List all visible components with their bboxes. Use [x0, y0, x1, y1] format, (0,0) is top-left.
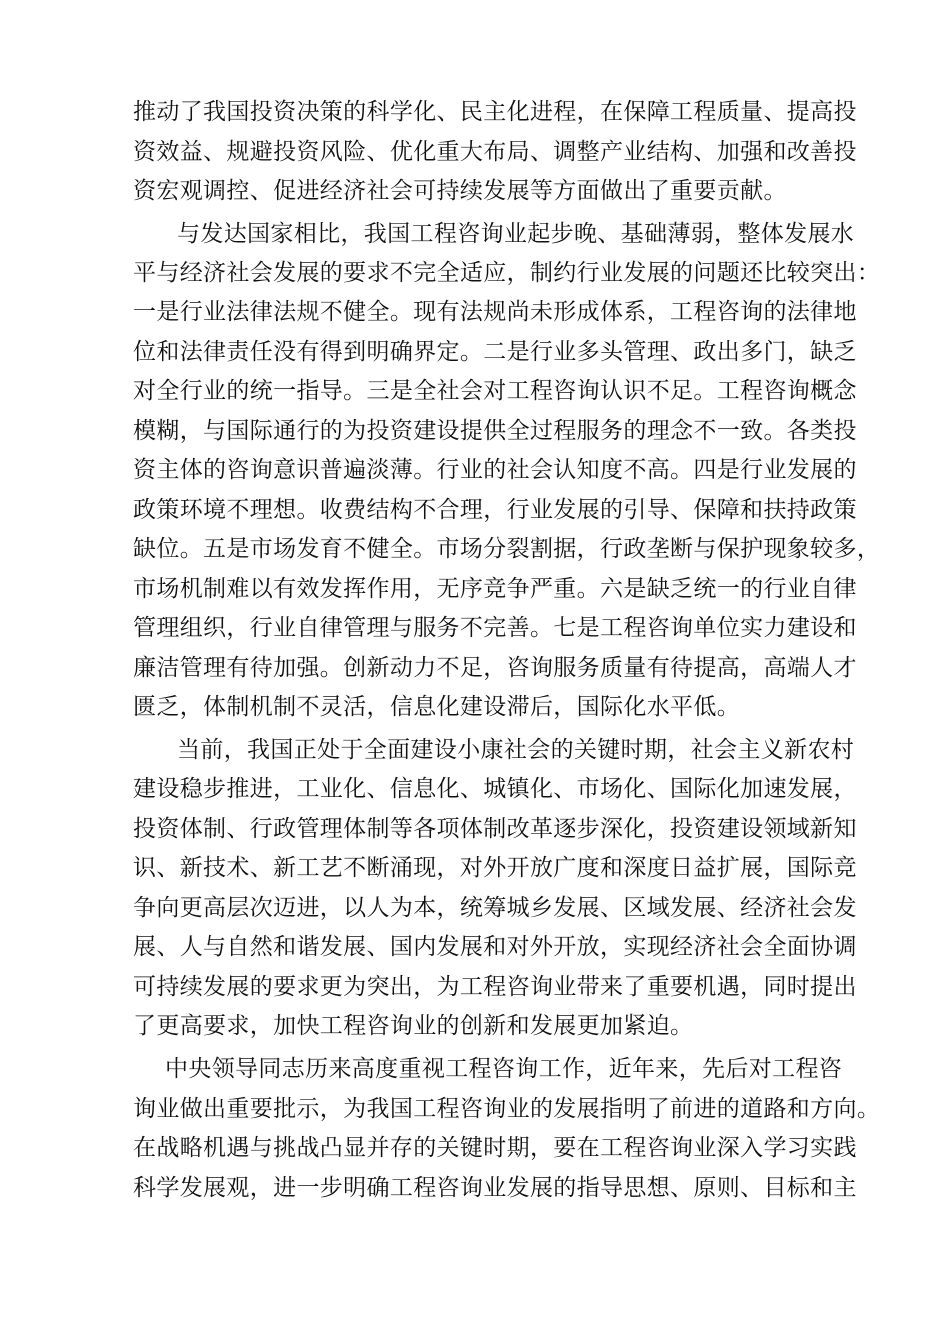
text-line: 资效益、规避投资风险、优化重大布局、调整产业结构、加强和改善投: [133, 139, 857, 165]
paragraph-start-line: 中央领导同志历来高度重视工程咨询工作，近年来，先后对工程咨: [165, 1056, 843, 1082]
text-line: 平与经济社会发展的要求不完全适应，制约行业发展的问题还比较突出：: [133, 260, 881, 286]
text-line: 位和法律责任没有得到明确界定。二是行业多头管理、政出多门，缺乏: [133, 339, 857, 365]
text-line: 廉洁管理有待加强。创新动力不足，咨询服务质量有待提高，高端人才: [133, 655, 857, 681]
text-line: 建设稳步推进，工业化、信息化、城镇化、市场化、国际化加速发展，: [133, 776, 857, 802]
paragraph-start-line: 与发达国家相比，我国工程咨询业起步晚、基础薄弱，整体发展水: [177, 221, 855, 247]
text-line: 了更高要求，加快工程咨询业的创新和发展更加紧迫。: [133, 1013, 694, 1039]
text-line: 投资体制、行政管理体制等各项体制改革逐步深化，投资建设领域新知: [133, 816, 857, 842]
text-line: 市场机制难以有效发挥作用，无序竞争严重。六是缺乏统一的行业自律: [133, 576, 857, 602]
text-line: 科学发展观，进一步明确工程咨询业发展的指导思想、原则、目标和主: [133, 1175, 857, 1201]
text-line: 管理组织，行业自律管理与服务不完善。七是工程咨询单位实力建设和: [133, 615, 857, 641]
text-line: 匮乏，体制机制不灵活，信息化建设滞后，国际化水平低。: [133, 694, 741, 720]
text-line: 一是行业法律法规不健全。现有法规尚未形成体系，工程咨询的法律地: [133, 299, 857, 325]
text-line: 缺位。五是市场发育不健全。市场分裂割据，行政垄断与保护现象较多，: [133, 536, 881, 562]
text-line: 推动了我国投资决策的科学化、民主化进程，在保障工程质量、提高投: [133, 99, 857, 125]
text-line: 资宏观调控、促进经济社会可持续发展等方面做出了重要贡献。: [133, 178, 787, 204]
text-line: 在战略机遇与挑战凸显并存的关键时期，要在工程咨询业深入学习实践: [133, 1135, 857, 1161]
text-line: 识、新技术、新工艺不断涌现，对外开放广度和深度日益扩展，国际竞: [133, 855, 857, 881]
text-line: 模糊，与国际通行的为投资建设提供全过程服务的理念不一致。各类投: [133, 418, 857, 444]
text-line: 询业做出重要批示，为我国工程咨询业的发展指明了前进的道路和方向。: [133, 1096, 881, 1122]
paragraph-start-line: 当前，我国正处于全面建设小康社会的关键时期，社会主义新农村: [177, 737, 855, 763]
text-line: 可持续发展的要求更为突出，为工程咨询业带来了重要机遇，同时提出: [133, 974, 857, 1000]
text-line: 展、人与自然和谐发展、国内发展和对外开放，实现经济社会全面协调: [133, 934, 857, 960]
text-line: 争向更高层次迈进，以人为本，统筹城乡发展、区域发展、经济社会发: [133, 895, 857, 921]
text-line: 资主体的咨询意识普遍淡薄。行业的社会认知度不高。四是行业发展的: [133, 457, 857, 483]
text-line: 政策环境不理想。收费结构不合理，行业发展的引导、保障和扶持政策: [133, 497, 857, 523]
text-line: 对全行业的统一指导。三是全社会对工程咨询认识不足。工程咨询概念: [133, 378, 857, 404]
